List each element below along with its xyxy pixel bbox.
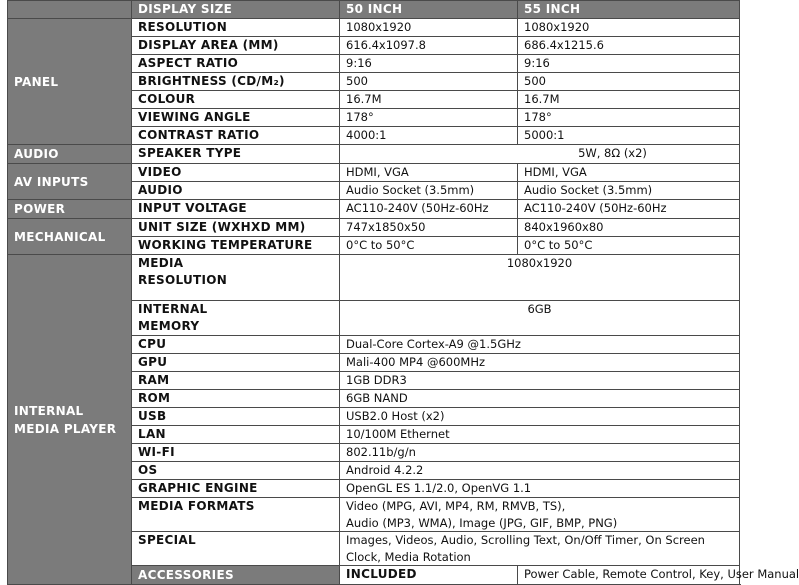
value-media-resolution: 1080x1920 [340,255,740,301]
value-50: 1080x1920 [340,19,518,37]
value-50: 4000:1 [340,127,518,145]
value-50: 747x1850x50 [340,219,518,237]
row-label: GPU [132,354,340,372]
row-label: RESOLUTION [132,19,340,37]
value-shared: Android 4.2.2 [340,462,740,480]
value-55: 840x1960x80 [518,219,740,237]
table-row [8,19,740,37]
row-label: VIEWING ANGLE [132,109,340,127]
row-label: OS [132,462,340,480]
value-55: AC110-240V (50Hz-60Hz [518,200,740,219]
value-shared: 10/100M Ethernet [340,426,740,444]
row-label: UNIT SIZE (WXHXD MM) [132,219,340,237]
value-media-formats [340,498,740,532]
row-label: INPUT VOLTAGE [132,200,340,219]
value-line: Audio (MP3, WMA), Image (JPG, GIF, BMP, PNG) [346,515,618,530]
row-label: SPEAKER TYPE [132,145,340,164]
value-50: 16.7M [340,91,518,109]
row-label: VIDEO [132,164,340,182]
value-shared: OpenGL ES 1.1/2.0, OpenVG 1.1 [340,480,740,498]
row-label: USB [132,408,340,426]
header-50-inch: 50 INCH [340,1,518,19]
group-power: POWER [8,200,132,219]
value-line: Clock, Media Rotation [346,549,471,564]
header-row [8,1,740,19]
value-50: 500 [340,73,518,91]
value-50: 178° [340,109,518,127]
group-av-inputs: AV INPUTS [8,164,132,200]
table-row [8,255,740,301]
header-55-inch: 55 INCH [518,1,740,19]
row-label: DISPLAY AREA (MM) [132,37,340,55]
value-shared: 1GB DDR3 [340,372,740,390]
group-audio: AUDIO [8,145,132,164]
value-shared: Mali-400 MP4 @600MHz [340,354,740,372]
group-panel: PANEL [8,19,132,145]
value-55: 0°C to 50°C [518,237,740,255]
value-55: 9:16 [518,55,740,73]
value-55: Audio Socket (3.5mm) [518,182,740,200]
spec-table [7,0,799,585]
row-label: AUDIO [132,182,340,200]
header-label: DISPLAY SIZE [132,1,340,19]
value-line: Images, Videos, Audio, Scrolling Text, On/Off Timer, On Screen [346,533,705,547]
group-internal-media-player [8,255,132,585]
row-label: WORKING TEMPERATURE [132,237,340,255]
table-row [8,164,740,182]
header-corner [8,1,132,19]
table-row [8,219,740,237]
value-55: 5000:1 [518,127,740,145]
value-50: AC110-240V (50Hz-60Hz [340,200,518,219]
value-50: Audio Socket (3.5mm) [340,182,518,200]
label-line: MEDIA [138,256,184,270]
value-50: 616.4x1097.8 [340,37,518,55]
table-row [8,145,740,164]
row-label: MEDIA FORMATS [132,498,340,532]
row-label: COLOUR [132,91,340,109]
row-label: ROM [132,390,340,408]
value-shared: Dual-Core Cortex-A9 @1.5GHz [340,336,740,354]
table-row [8,200,740,219]
group-line: MEDIA PLAYER [14,421,117,436]
value-50: 9:16 [340,55,518,73]
row-label: ASPECT RATIO [132,55,340,73]
value-shared: USB2.0 Host (x2) [340,408,740,426]
value-55: 178° [518,109,740,127]
row-label: BRIGHTNESS (CD/M₂) [132,73,340,91]
row-label: WI-FI [132,444,340,462]
row-label: RAM [132,372,340,390]
row-label: INCLUDED [340,566,518,585]
row-label: GRAPHIC ENGINE [132,480,340,498]
row-label: CPU [132,336,340,354]
group-line: INTERNAL [14,403,84,418]
label-line: RESOLUTION [138,273,228,287]
value-special [340,532,740,566]
value-55: 500 [518,73,740,91]
row-label-internal-memory [132,301,340,336]
value-internal-memory: 6GB [340,301,740,336]
value-50: HDMI, VGA [340,164,518,182]
group-mechanical: MECHANICAL [8,219,132,255]
value-55: 16.7M [518,91,740,109]
group-accessories: ACCESSORIES [132,566,340,585]
value-55: 1080x1920 [518,19,740,37]
value-shared: 5W, 8Ω (x2) [340,145,740,164]
value-55: 686.4x1215.6 [518,37,740,55]
row-label-media-resolution [132,255,340,301]
value-line: Video (MPG, AVI, MP4, RM, RMVB, TS), [346,499,566,513]
row-label: SPECIAL [132,532,340,566]
row-label: CONTRAST RATIO [132,127,340,145]
row-label: LAN [132,426,340,444]
value-shared: Power Cable, Remote Control, Key, User Manual [518,566,740,585]
label-line: INTERNAL [138,302,208,316]
value-shared: 802.11b/g/n [340,444,740,462]
value-55: HDMI, VGA [518,164,740,182]
label-line: MEMORY [138,319,200,333]
value-50: 0°C to 50°C [340,237,518,255]
value-shared: 6GB NAND [340,390,740,408]
